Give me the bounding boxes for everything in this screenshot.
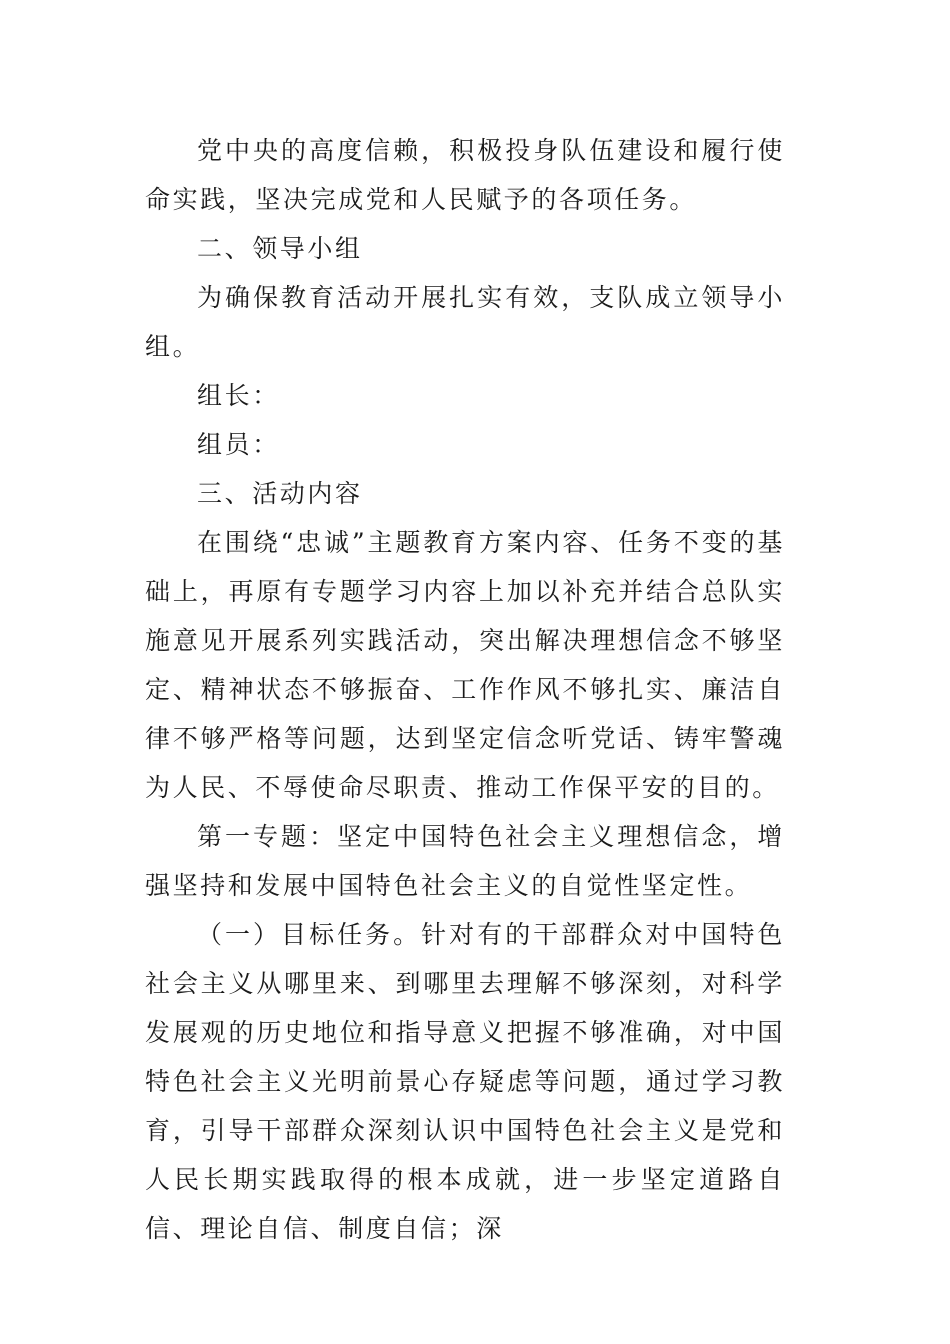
paragraph-topic-one: 第一专题：坚定中国特色社会主义理想信念，增强坚持和发展中国特色社会主义的自觉性坚定性。 (145, 822, 785, 900)
section-heading-activity-content: 三、活动内容 (197, 479, 363, 508)
section-heading-leadership-group: 二、领导小组 (197, 234, 363, 263)
team-leader-label: 组长： (197, 381, 280, 410)
team-members-label: 组员： (197, 430, 280, 459)
paragraph-continuation: 党中央的高度信赖，积极投身队伍建设和履行使命实践，坚决完成党和人民赋予的各项任务。 (145, 136, 785, 214)
paragraph-leadership-intro: 为确保教育活动开展扎实有效，支队成立领导小组。 (145, 283, 785, 361)
document-body (145, 126, 785, 1253)
paragraph-objectives: （一）目标任务。针对有的干部群众对中国特色社会主义从哪里来、到哪里去理解不够深刻，对科学发展观的历史地位和指导意义把握不够准确，对中国特色社会主义光明前景心存疑虑等问题，通过学习教育，引导干部群众深刻认识中国特色社会主义是党和人民长期实践取得的根本成就，进一步坚定道路自信、理论自信、制度自信；深 (145, 920, 785, 1243)
paragraph-activity-content: 在围绕“忠诚”主题教育方案内容、任务不变的基础上，再原有专题学习内容上加以补充并结合总队实施意见开展系列实践活动，突出解决理想信念不够坚定、精神状态不够振奋、工作作风不够扎实、廉洁自律不够严格等问题，达到坚定信念听党话、铸牢警魂为人民、不辱使命尽职责、推动工作保平安的目的。 (145, 528, 785, 802)
